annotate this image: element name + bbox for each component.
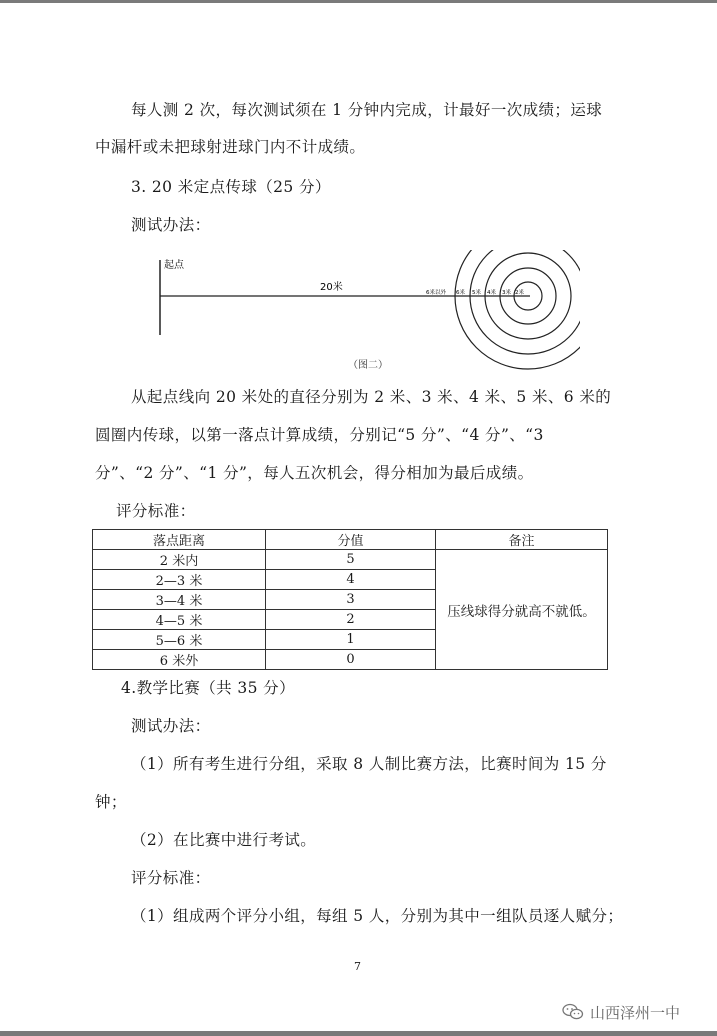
criteria-label: 评分标准： [131, 869, 211, 887]
start-label: 起点 [164, 260, 184, 271]
page-number: 7 [354, 960, 361, 973]
table-header-row [93, 530, 608, 550]
paragraph-line: （1）所有考生进行分组，采取 8 人制比赛方法，比赛时间为 15 分 [131, 755, 607, 773]
watermark [562, 1000, 712, 1024]
cell-distance: 4—5 米 [93, 610, 266, 630]
ring-label: 3米 [502, 290, 511, 296]
cell-score: 5 [266, 550, 436, 570]
criteria-label: 评分标准： [116, 502, 196, 520]
ring-label: 4米 [487, 290, 496, 296]
bottom-border [0, 1031, 717, 1036]
cell-distance: 6 米外 [93, 650, 266, 670]
paragraph-line: 每人测 2 次，每次测试须在 1 分钟内完成，计最好一次成绩；运球 [131, 101, 603, 119]
cell-score: 3 [266, 590, 436, 610]
figure-caption: （图二） [348, 360, 388, 371]
cell-distance: 2—3 米 [93, 570, 266, 590]
target-diagram [150, 250, 580, 375]
watermark-text: 山西泽州一中 [590, 1003, 681, 1022]
paragraph-line: 圆圈内传球，以第一落点计算成绩，分别记“5 分”、“4 分”、“3 [95, 426, 544, 444]
cell-score: 2 [266, 610, 436, 630]
section-heading: 3. 20 米定点传球（25 分） [131, 178, 331, 196]
ring-label: 6米 [456, 290, 465, 296]
method-label: 测试办法： [131, 717, 211, 735]
cell-score: 0 [266, 650, 436, 670]
header-distance: 落点距离 [93, 530, 266, 550]
paragraph-line: 从起点线向 20 米处的直径分别为 2 米、3 米、4 米、5 米、6 米的 [131, 388, 612, 406]
wechat-icon [562, 1003, 584, 1021]
paragraph-line: 中漏杆或未把球射进球门内不计成绩。 [95, 138, 366, 156]
table-row [93, 550, 608, 570]
paragraph-line: 钟； [95, 793, 127, 811]
paragraph-line: （2）在比赛中进行考试。 [131, 831, 317, 849]
cell-score: 4 [266, 570, 436, 590]
cell-score: 1 [266, 630, 436, 650]
ring-label: 5米 [472, 290, 481, 296]
top-border [0, 0, 717, 3]
ring-label: 2米 [515, 290, 524, 296]
method-label: 测试办法： [131, 216, 211, 234]
cell-distance: 3—4 米 [93, 590, 266, 610]
cell-distance: 5—6 米 [93, 630, 266, 650]
cell-distance: 2 米内 [93, 550, 266, 570]
scoring-table [92, 529, 608, 670]
distance-label: 20米 [320, 282, 343, 293]
header-note: 备注 [436, 530, 608, 550]
header-score: 分值 [266, 530, 436, 550]
cell-note: 压线球得分就高不就低。 [436, 550, 608, 670]
paragraph-line: （1）组成两个评分小组，每组 5 人，分别为其中一组队员逐人赋分； [131, 907, 624, 925]
paragraph-line: 分”、“2 分”、“1 分”，每人五次机会，得分相加为最后成绩。 [95, 464, 534, 482]
ring-label: 6米以外 [426, 290, 446, 296]
section-heading: 4.教学比赛（共 35 分） [121, 679, 295, 697]
